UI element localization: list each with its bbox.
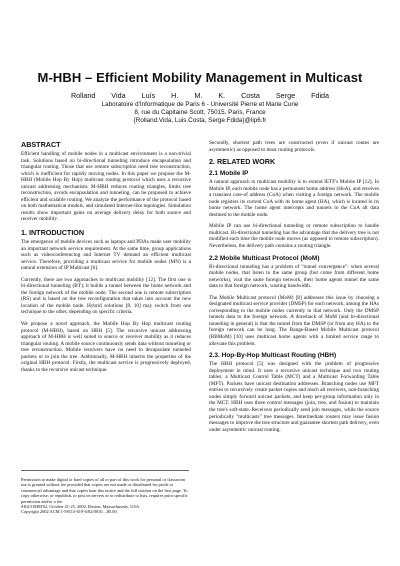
abstract-heading: ABSTRACT (21, 140, 61, 149)
copyright-line: Copyright 2002 ACM 1-58113-619-6/02/0010....$5.00. (21, 509, 118, 515)
abstract-text: Efficient handling of mobile nodes in a multicast environment is a non-trivial task. Solutions based on bi-directional tunneling introduce encapsulation and triangular routing. Those that use remote subscription need tree reconstruction, which is inefficient for rapidly moving nodes. In this paper we propose the M-HBH (Mobile Hop By Hop) multicast routing protocol which uses a recursive unicast addressing mechanism. M-HBH reduces routing triangles, limits tree reconstruction, avoids encapsulation and tunneling, can be proposed to achieve efficient and scalable routing. We analyze the performance of the protocol based on both mathematical models, and simulated Internet-like topologies. Simulation results show important gains on average delivery delay for both source and receiver mobility. (21, 151, 192, 223)
paper-title: M-HBH – Efficient Mobility Management in Multicast (37, 70, 363, 85)
author-name: Serge Fdida (275, 91, 330, 100)
mobile-ip-paragraph: A natural approach to multicast mobility is to extend IETF's Mobile IP [12]. In Mobile IP, each mobile node has a permanent home address (HoA), and receives a transient care-of address (CoA) when visiting a foreign network. The mobile node registers its current CoA with its home agent (HA), which is located in its home network. The home agent intercepts and tunnels to the CoA all data destined to the mobile node. (209, 179, 379, 218)
introduction-paragraph: Currently, there are two approaches to multicast mobility [12]. The first one is bi-directional tunneling (BT); it builds a tunnel between the home network and the foreign network of the mobile node. The second one is remote subscription (RS) and is based on the tree reconfiguration that takes into account the new location of the mobile node. Hybrid solutions [8, 10] may switch from one technique to the other, depending on specific criteria. (21, 276, 191, 316)
hbh-paragraph: The HBH protocol [5] was designed with the problem of progressive deployment in mind. It uses a recursive unicast technique and two routing tables: a Multicast Control Table (MCT) and a Multicast Forwarding Table (MFT). Packets have unicast destination addresses. Branching nodes use MFT entries to recursively create packet copies and reach all receivers, non-branching nodes simply forward unicast packets, and keep per-group information only in the MCT. HBH uses three control messages (join, tree, and fusion) to maintain the tree's soft-state. Receivers periodically send join messages, while the source periodically "multicasts" tree messages. Intermediate routers may issue fusion messages to improve the tree structure and guarantee shortest path delivery, even under asymmetric unicast routing. (209, 361, 379, 433)
left-column (21, 140, 191, 378)
author-name: Luís H. M. K. Costa (141, 91, 260, 100)
mobile-ip-heading: 2.1 Mobile IP (209, 170, 249, 178)
introduction-paragraph: The emergence of mobile devices such as laptops and PDAs made user mobility an important network service requirement. At the same time, group applications such as videoconferencing and Internet TV demand an efficient multicast service. Therefore, providing a multicast service for mobile nodes (MN) is a natural extension of IP Multicast [6]. (21, 239, 191, 272)
author-name: Rolland Vida (70, 91, 126, 100)
affiliation-lab: Laboratoire d'Informatique de Paris 6 - Université Pierre et Marie Curie (101, 101, 299, 108)
introduction-continuation: Secondly, shortest path trees are constructed (even if unicast routes are asymmetric) as opposed to most routing protocols. (209, 140, 379, 153)
affiliation-address: 8, rue du Capitaine Scott, 75015, Paris, France (134, 108, 266, 116)
related-work-heading: 2. RELATED WORK (209, 157, 276, 167)
permission-text: Permission to make digital or hard copies of all or part of this work for personal or classroom use is granted without fee provided that copies are not made or distributed for profit or commercial advantage and that copies bear this notice and the full citation on the first page. To copy otherwise, or republish, to post on servers or to redistribute to lists, requires prior specific permission and/or a fee. (21, 477, 188, 504)
conference-info: SIGCOMM'02, October 21-25, 2002, Boston, Massachusetts, USA. (21, 504, 141, 510)
mom-paragraph: The Mobile Multicast protocol (MoM) [8] addresses this issue by choosing a designated multicast service provider (DMSP) for each network, among the HAs corresponding to the mobile nodes currently in that network. Only the DMSP tunnels data to the foreign network. A drawback of MoM (and bi-directional tunneling in general) is that the tunnel from the DMSP (or from any HA) to the foreign network can be long. The Range-Based Mobile Multicast protocol (RBMoM) [10] uses multicast home agents with a limited service range to alleviate this problem. (209, 294, 379, 347)
author-emails: {Rolland.Vida, Luis.Costa, Serge.Fdida}@lip6.fr (133, 116, 267, 124)
paper-header (20, 70, 380, 124)
author-list (20, 91, 380, 100)
mom-heading: 2.2 Mobile Multicast Protocol (MoM) (209, 254, 320, 262)
mobile-ip-paragraph: Mobile IP can use bi-directional tunneling or remote subscription to handle multicast. Bi-directional tunneling has the advantage that the delivery tree is not modified each time the mobile node moves (as opposed to remote subscription). Nevertheless, the delivery path contains a routing triangle. (209, 223, 379, 250)
hbh-heading: 2.3. Hop-By-Hop Multicast Routing (HBH) (209, 352, 337, 360)
introduction-paragraph: We propose a novel approach, the Mobile Hop By Hop multicast routing protocol (M-HBH), based on HBH [5]. The recursive unicast addressing approach of M-HBH is well suited to source or receiver mobility as it reduces triangular routing. A mobile source continuously sends data without tunneling or tree reconstruction. Mobile receivers have no need to decapsulate tunneled packets or to join the tree. Additionally, M-HBH inherits the properties of the original HBH protocol. Firstly, the multicast service is progressively deployed, thanks to the recursive unicast technique. (21, 321, 191, 373)
introduction-heading: 1. INTRODUCTION (21, 228, 85, 238)
mom-paragraph: Bi-directional tunneling has a problem of "tunnel convergence": when several mobile nodes, that listen to the same group (but come from different home networks), visit the same foreign network, their home agents tunnel the same data to that foreign network, wasting bandwidth. (209, 263, 379, 290)
permission-notice (21, 470, 189, 515)
right-column (209, 140, 379, 438)
